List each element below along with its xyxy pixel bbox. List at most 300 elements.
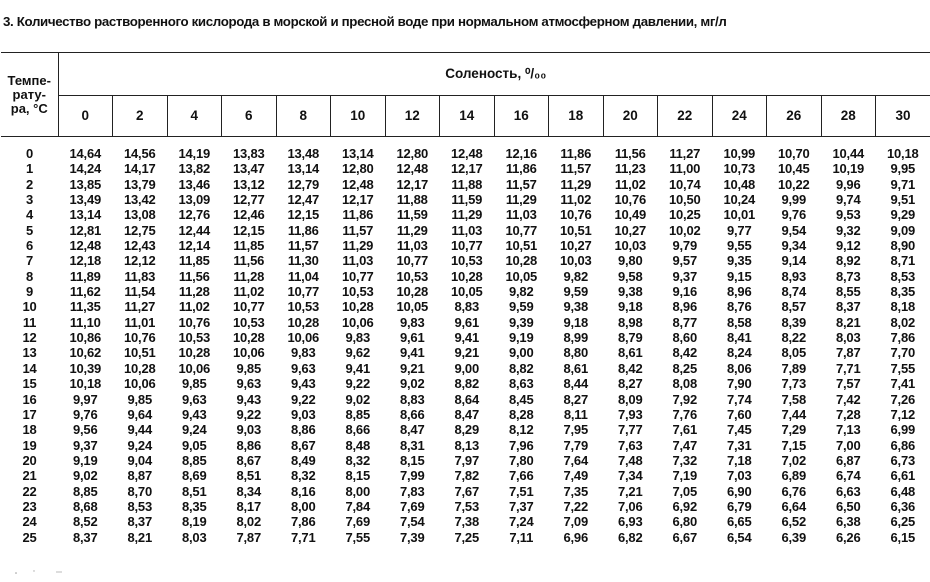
oxygen-value-cell: 9,54 [781,222,806,238]
oxygen-value-cell: 11,56 [178,268,210,284]
oxygen-value-cell: 7,64 [563,452,588,468]
oxygen-value-cell: 7,54 [399,514,425,530]
oxygen-value-cell: 13,47 [232,161,265,177]
oxygen-value-cell: 7,86 [290,514,316,530]
oxygen-value-cell: 8,00 [290,498,316,514]
oxygen-value-cell: 8,32 [345,452,370,468]
oxygen-value-cell: 9,02 [72,468,98,484]
oxygen-value-cell: 7,09 [563,514,588,530]
oxygen-value-cell: 12,79 [287,176,320,192]
oxygen-value-cell: 7,67 [454,483,479,499]
oxygen-value-cell: 10,53 [178,330,211,346]
oxygen-value-cell: 10,06 [123,376,156,392]
oxygen-value-cell: 7,87 [835,345,861,361]
oxygen-value-cell: 8,24 [726,345,752,361]
oxygen-value-cell: 10,44 [832,146,865,161]
oxygen-value-cell: 11,27 [669,146,701,161]
oxygen-value-cell: 8,55 [835,284,861,300]
oxygen-value-cell: 7,49 [563,468,588,484]
oxygen-value-cell: 10,28 [123,360,156,376]
oxygen-value-cell: 10,03 [559,253,592,269]
oxygen-value-cell: 10,27 [559,238,592,254]
oxygen-value-cell: 13,08 [123,207,156,223]
oxygen-value-cell: 8,98 [617,314,643,330]
oxygen-value-cell: 10,77 [232,299,265,315]
oxygen-value-cell: 7,06 [617,498,643,514]
oxygen-value-cell: 8,25 [672,360,697,376]
oxygen-value-cell: 10,28 [178,345,211,361]
oxygen-value-cell: 10,49 [614,207,647,223]
table-row [1,376,930,391]
oxygen-value-cell: 8,93 [781,268,806,284]
oxygen-value-cell: 13,79 [123,176,156,192]
temperature-cell: 25 [22,529,37,545]
table-row [1,530,930,545]
oxygen-value-cell: 9,74 [835,192,861,208]
temperature-cell: 13 [22,345,37,361]
oxygen-value-cell: 11,30 [287,253,319,269]
oxygen-value-cell: 8,41 [726,330,752,346]
oxygen-value-cell: 7,97 [454,452,479,468]
oxygen-value-cell: 8,44 [563,376,588,392]
oxygen-value-cell: 9,02 [399,376,425,392]
oxygen-value-cell: 7,86 [890,330,916,346]
oxygen-value-cell: 11,29 [396,222,428,238]
oxygen-value-cell: 11,57 [287,238,319,254]
oxygen-value-cell: 9,22 [345,376,370,392]
oxygen-value-cell: 9,83 [399,314,425,330]
oxygen-value-cell: 9,37 [672,268,697,284]
oxygen-value-cell: 8,63 [508,376,534,392]
oxygen-value-cell: 9,05 [181,437,207,453]
oxygen-value-cell: 11,02 [233,284,265,300]
oxygen-value-cell: 8,79 [617,330,643,346]
oxygen-value-cell: 10,50 [668,192,701,208]
oxygen-value-cell: 9,59 [563,284,588,300]
oxygen-value-cell: 12,17 [341,192,374,208]
oxygen-value-cell: 13,48 [287,146,320,161]
oxygen-table [1,52,930,545]
oxygen-value-cell: 8,85 [345,406,370,422]
temperature-cell: 2 [25,176,34,192]
oxygen-value-cell: 10,28 [287,314,320,330]
oxygen-value-cell: 6,89 [781,468,806,484]
oxygen-value-cell: 7,32 [672,452,697,468]
oxygen-value-cell: 12,77 [232,192,265,208]
table-row [1,330,930,345]
oxygen-value-cell: 7,82 [454,468,479,484]
oxygen-value-cell: 10,53 [287,299,320,315]
oxygen-value-cell: 8,02 [236,514,261,530]
oxygen-value-cell: 10,99 [723,146,756,161]
oxygen-value-cell: 8,19 [181,514,207,530]
oxygen-value-cell: 6,74 [835,468,861,484]
oxygen-value-cell: 13,83 [232,146,265,161]
oxygen-value-cell: 6,39 [781,529,806,545]
oxygen-value-cell: 7,96 [508,437,534,453]
temperature-cell: 18 [22,422,37,438]
table-row [1,161,930,176]
oxygen-value-cell: 7,90 [726,376,752,392]
oxygen-value-cell: 12,48 [450,146,483,161]
oxygen-value-cell: 9,53 [835,207,861,223]
table-row [1,315,930,330]
oxygen-value-cell: 8,45 [508,391,534,407]
oxygen-value-cell: 8,37 [835,299,861,315]
oxygen-value-cell: 11,03 [451,222,483,238]
oxygen-value-cell: 8,83 [454,299,479,315]
oxygen-value-cell: 6,50 [835,498,861,514]
salinity-column-header: 22 [658,95,713,136]
oxygen-value-cell: 10,06 [341,314,374,330]
oxygen-value-cell: 8,03 [835,330,861,346]
oxygen-value-cell: 9,22 [236,406,261,422]
oxygen-value-cell: 9,62 [345,345,370,361]
oxygen-value-cell: 8,92 [835,253,861,269]
oxygen-value-cell: 8,58 [726,314,752,330]
oxygen-value-cell: 8,17 [236,498,261,514]
oxygen-value-cell: 8,34 [236,483,261,499]
oxygen-value-cell: 11,02 [614,176,646,192]
table-row [1,514,930,529]
oxygen-value-cell: 9,56 [72,422,98,438]
oxygen-value-cell: 8,29 [454,422,479,438]
salinity-column-header: 20 [603,95,658,136]
oxygen-value-cell: 11,83 [124,268,156,284]
temperature-cell: 23 [22,498,37,514]
oxygen-value-cell: 10,77 [287,284,320,300]
oxygen-value-cell: 8,90 [890,238,916,254]
oxygen-value-cell: 7,80 [508,452,534,468]
oxygen-value-cell: 10,51 [123,345,156,361]
oxygen-value-cell: 9,41 [345,360,370,376]
oxygen-value-cell: 12,80 [341,161,374,177]
table-row [1,392,930,407]
oxygen-value-cell: 8,28 [508,406,534,422]
oxygen-value-cell: 8,61 [563,360,588,376]
oxygen-value-cell: 10,28 [341,299,374,315]
oxygen-value-cell: 9,38 [617,284,643,300]
table-row [1,253,930,268]
oxygen-value-cell: 7,41 [890,376,916,392]
oxygen-value-cell: 9,00 [454,360,479,376]
oxygen-value-cell: 11,28 [233,268,265,284]
oxygen-value-cell: 7,63 [617,437,643,453]
oxygen-value-cell: 11,54 [124,284,156,300]
oxygen-value-cell: 11,35 [69,299,101,315]
oxygen-value-cell: 14,19 [178,146,211,161]
oxygen-value-cell: 10,02 [668,222,701,238]
oxygen-value-cell: 7,15 [781,437,806,453]
oxygen-value-cell: 12,81 [69,222,102,238]
temperature-cell: 16 [22,391,37,407]
oxygen-value-cell: 12,75 [123,222,156,238]
oxygen-value-cell: 10,76 [614,192,647,208]
oxygen-value-cell: 7,39 [399,529,425,545]
salinity-column-header: 4 [167,95,222,136]
oxygen-value-cell: 13,42 [123,192,156,208]
oxygen-value-cell: 7,58 [781,391,806,407]
oxygen-value-cell: 7,35 [563,483,588,499]
oxygen-value-cell: 7,02 [781,452,806,468]
oxygen-value-cell: 10,45 [777,161,810,177]
oxygen-value-cell: 8,42 [617,360,643,376]
oxygen-value-cell: 11,02 [178,299,210,315]
oxygen-value-cell: 9,83 [290,345,316,361]
oxygen-value-cell: 11,62 [69,284,101,300]
oxygen-value-cell: 9,32 [835,222,861,238]
salinity-column-header: 28 [821,95,876,136]
oxygen-value-cell: 6,80 [672,514,697,530]
oxygen-value-cell: 9,34 [781,238,806,254]
oxygen-value-cell: 7,92 [672,391,697,407]
oxygen-value-cell: 10,18 [887,146,919,161]
oxygen-value-cell: 11,57 [342,222,374,238]
oxygen-value-cell: 8,51 [181,483,207,499]
oxygen-value-cell: 11,85 [178,253,210,269]
oxygen-value-cell: 8,37 [72,529,98,545]
oxygen-value-cell: 9,76 [72,406,98,422]
oxygen-value-cell: 10,77 [505,222,538,238]
oxygen-value-cell: 8,27 [563,391,588,407]
oxygen-value-cell: 9,21 [454,345,479,361]
oxygen-value-cell: 9,43 [181,406,207,422]
scan-specks [10,568,70,578]
table-row [1,299,930,314]
oxygen-value-cell: 12,44 [178,222,211,238]
oxygen-value-cell: 14,17 [123,161,156,177]
oxygen-value-cell: 8,71 [890,253,916,269]
oxygen-value-cell: 10,06 [178,360,211,376]
oxygen-value-cell: 7,28 [835,406,861,422]
oxygen-value-cell: 7,25 [454,529,479,545]
salinity-column-header: 24 [712,95,767,136]
oxygen-value-cell: 9,24 [127,437,152,453]
oxygen-value-cell: 7,38 [454,514,479,530]
oxygen-value-cell: 7,87 [236,529,261,545]
oxygen-value-cell: 6,64 [781,498,806,514]
oxygen-value-cell: 11,23 [614,161,646,177]
oxygen-value-cell: 7,84 [345,498,370,514]
oxygen-value-cell: 7,45 [726,422,752,438]
oxygen-value-cell: 8,68 [72,498,98,514]
temperature-cell: 11 [22,314,37,330]
oxygen-value-cell: 7,70 [890,345,916,361]
oxygen-value-cell: 8,83 [399,391,425,407]
table-row [1,438,930,453]
oxygen-value-cell: 8,96 [672,299,697,315]
oxygen-value-cell: 10,53 [232,314,265,330]
salinity-column-header: 10 [331,95,386,136]
oxygen-value-cell: 8,85 [72,483,98,499]
oxygen-value-cell: 10,18 [69,376,102,392]
oxygen-value-cell: 8,73 [835,268,861,284]
oxygen-value-cell: 12,47 [287,192,320,208]
oxygen-value-cell: 12,48 [396,161,429,177]
oxygen-value-cell: 7,03 [726,468,752,484]
oxygen-value-cell: 11,10 [69,314,101,330]
oxygen-value-cell: 9,15 [726,268,752,284]
oxygen-value-cell: 6,99 [890,422,916,438]
oxygen-value-cell: 7,34 [617,468,643,484]
oxygen-value-cell: 10,05 [505,268,538,284]
oxygen-value-cell: 7,13 [835,422,861,438]
oxygen-value-cell: 7,31 [726,437,752,453]
temperature-cell: 17 [22,406,37,422]
oxygen-value-cell: 7,24 [508,514,534,530]
oxygen-value-cell: 9,43 [236,391,261,407]
oxygen-value-cell: 8,13 [454,437,479,453]
oxygen-value-cell: 10,73 [723,161,756,177]
oxygen-value-cell: 8,80 [563,345,588,361]
oxygen-value-cell: 7,21 [617,483,643,499]
oxygen-value-cell: 8,76 [726,299,752,315]
oxygen-value-cell: 10,01 [723,207,756,223]
oxygen-value-cell: 6,48 [890,483,916,499]
oxygen-value-cell: 10,51 [505,238,538,254]
temperature-cell: 4 [25,207,34,223]
oxygen-value-cell: 11,85 [233,238,265,254]
oxygen-value-cell: 6,63 [835,483,861,499]
temperature-cell: 14 [22,360,37,376]
oxygen-value-cell: 9,82 [508,284,534,300]
oxygen-value-cell: 6,90 [726,483,752,499]
oxygen-value-cell: 6,36 [890,498,916,514]
oxygen-value-cell: 9,82 [563,268,588,284]
oxygen-value-cell: 7,71 [835,360,861,376]
oxygen-value-cell: 11,02 [560,192,592,208]
oxygen-value-cell: 11,29 [505,192,537,208]
table-row [1,468,930,483]
oxygen-value-cell: 12,15 [232,222,265,238]
oxygen-value-cell: 7,37 [508,498,534,514]
oxygen-value-cell: 10,28 [232,330,265,346]
oxygen-value-cell: 6,26 [835,529,861,545]
oxygen-value-cell: 10,76 [123,330,156,346]
oxygen-value-cell: 11,29 [451,207,483,223]
oxygen-value-cell: 6,61 [890,468,916,484]
oxygen-value-cell: 10,06 [232,345,265,361]
oxygen-value-cell: 7,18 [726,452,752,468]
oxygen-value-cell: 8,57 [781,299,806,315]
oxygen-value-cell: 9,37 [72,437,98,453]
oxygen-value-cell: 8,52 [72,514,98,530]
oxygen-value-cell: 13,46 [178,176,211,192]
temperature-cell: 6 [25,238,34,254]
oxygen-value-cell: 9,00 [508,345,534,361]
table-row [1,207,930,222]
oxygen-value-cell: 6,93 [617,514,643,530]
oxygen-value-cell: 6,82 [617,529,643,545]
oxygen-value-cell: 9,18 [617,299,643,315]
oxygen-value-cell: 6,67 [672,529,697,545]
oxygen-value-cell: 9,19 [508,330,534,346]
oxygen-value-cell: 8,09 [617,391,643,407]
oxygen-value-cell: 8,21 [127,529,152,545]
oxygen-value-cell: 10,76 [178,314,211,330]
oxygen-value-cell: 8,27 [617,376,643,392]
temperature-header-line: рату- [12,86,46,102]
oxygen-value-cell: 9,19 [72,452,98,468]
oxygen-value-cell: 9,85 [236,360,261,376]
temperature-cell: 24 [22,514,37,530]
oxygen-value-cell: 8,22 [781,330,806,346]
oxygen-value-cell: 7,76 [672,406,697,422]
oxygen-value-cell: 7,73 [781,376,806,392]
table-body [1,137,930,545]
oxygen-value-cell: 7,11 [509,529,534,545]
oxygen-value-cell: 9,64 [127,406,152,422]
oxygen-value-cell: 8,11 [563,406,588,422]
oxygen-value-cell: 12,46 [232,207,265,223]
salinity-column-header: 14 [440,95,495,136]
oxygen-value-cell: 12,15 [287,207,320,223]
oxygen-value-cell: 12,14 [178,238,211,254]
oxygen-value-cell: 9,55 [726,238,752,254]
salinity-column-header: 6 [222,95,277,136]
oxygen-value-cell: 8,08 [672,376,697,392]
oxygen-value-cell: 9,03 [236,422,261,438]
oxygen-value-cell: 9,58 [617,268,643,284]
oxygen-value-cell: 8,77 [672,314,697,330]
temperature-cell: 21 [22,468,37,484]
oxygen-value-cell: 10,05 [450,284,483,300]
oxygen-value-cell: 11,28 [178,284,210,300]
oxygen-value-cell: 10,06 [287,330,320,346]
oxygen-value-cell: 8,12 [508,422,534,438]
oxygen-value-cell: 10,27 [614,222,647,238]
oxygen-value-cell: 12,17 [450,161,483,177]
salinity-column-header: 2 [113,95,168,136]
oxygen-value-cell: 7,77 [617,422,643,438]
oxygen-value-cell: 7,95 [563,422,588,438]
oxygen-value-cell: 10,77 [341,268,374,284]
oxygen-value-cell: 8,39 [781,314,806,330]
oxygen-value-cell: 8,35 [890,284,916,300]
oxygen-value-cell: 6,87 [835,452,861,468]
oxygen-value-cell: 8,85 [181,452,207,468]
oxygen-value-cell: 9,38 [563,299,588,315]
oxygen-value-cell: 10,70 [777,146,810,161]
table-row [1,422,930,437]
temperature-cell: 7 [25,253,34,269]
oxygen-value-cell: 9,35 [726,253,752,269]
oxygen-value-cell: 7,29 [781,422,806,438]
oxygen-value-cell: 7,26 [890,391,916,407]
oxygen-value-cell: 9,41 [399,345,425,361]
oxygen-value-cell: 7,05 [672,483,697,499]
table-row [1,223,930,238]
oxygen-value-cell: 7,48 [617,452,643,468]
oxygen-value-cell: 7,69 [345,514,370,530]
oxygen-value-cell: 11,29 [560,176,592,192]
oxygen-value-cell: 8,16 [290,483,316,499]
oxygen-value-cell: 9,12 [835,238,861,254]
oxygen-value-cell: 11,57 [505,176,537,192]
oxygen-value-cell: 11,29 [342,238,374,254]
oxygen-value-cell: 7,89 [781,360,806,376]
oxygen-value-cell: 8,99 [563,330,588,346]
oxygen-value-cell: 8,67 [290,437,316,453]
oxygen-value-cell: 9,77 [726,222,752,238]
oxygen-value-cell: 9,02 [345,391,370,407]
oxygen-value-cell: 10,24 [723,192,756,208]
temperature-header-line: ра, °С [10,100,48,116]
table-title: 3. Количество растворенного кислорода в морской и пресной воде при нормальном атмосферном давлении, мг/л [3,14,727,29]
oxygen-value-cell: 7,71 [290,529,316,545]
oxygen-value-cell: 8,15 [399,452,425,468]
table-row [1,345,930,360]
